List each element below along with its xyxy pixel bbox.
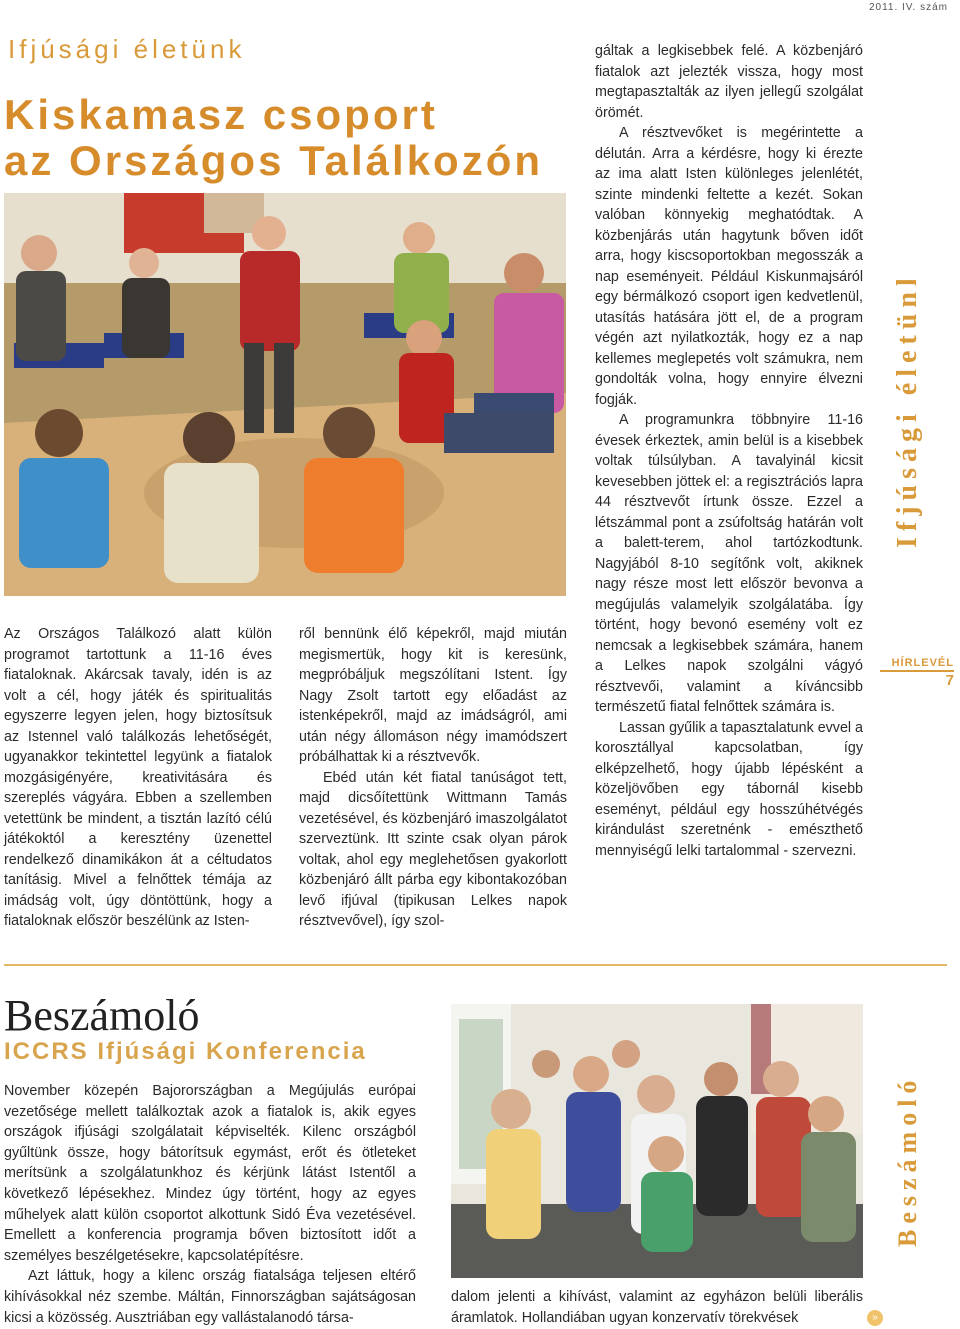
report-column-2 — [451, 1287, 863, 1328]
article-column-1 — [4, 624, 272, 932]
sidebar-vertical-rubric-text: Ifjúsági életünk — [892, 280, 923, 548]
issue-label: 2011. IV. szám — [868, 2, 948, 13]
sidebar-vertical-report — [876, 1075, 936, 1250]
article-title — [4, 92, 564, 184]
article-paragraph: Lassan gyűlik a tapasztalatunk evvel a korosztállyal kapcsolatban, így elképzelhető, hogy újabb lépésként a közeljövőben egy tábornál kisebb eseményt, például egy hosszúhétvégés kirándulást szeretnénk - emészthető mennyiségű lelki tartalommal - szervezni. — [595, 719, 863, 859]
article-title-line-1: Kiskamasz csoport — [4, 91, 438, 138]
report-subtitle: ICCRS Ifjúsági Konferencia — [4, 1038, 367, 1065]
article-paragraph: gáltak a legkisebbek felé. A közbenjáró fiatalok azt jelezték vissza, hogy most megtapasztalták az ilyen jellegű szolgálat örömét. — [595, 43, 863, 121]
arrow-right-icon[interactable]: » — [867, 1310, 883, 1326]
report-paragraph: Azt láttuk, hogy a kilenc ország fiatalsága teljesen eltérő kihívásokkal néz szembe. Máltán, Finnországban sajátságosan kicsi a közösség. Ausztriában egy vallástalanodó társa- — [4, 1268, 416, 1326]
article-column-2 — [299, 624, 567, 932]
newsletter-badge — [880, 657, 954, 689]
article-paragraph: Az Országos Találkozó alatt külön programot tartottunk a 11-16 éves fiataloknak. Akárcsak tavaly, idén is az volt a cél, hogy játék és spiritualitás egyszerre legyen jelen, hogy biztosítsuk az Istennel való találkozás lehetőségét, ugyanakkor tekintettel legyünk a fiatalok mozgásigényére, kreativitására és szereplés vágyára. Ebben a szellemben vetettünk be mindent, a tisztán lazító célú játékoktól a keresztény üzenettel rendelkező dinamikákon át a céltudatos tanításig. Mivel a felnőttek témája az imádság volt, úgy döntöttünk, hogy a fiataloknak először beszélünk az Isten- — [4, 626, 272, 929]
sidebar-vertical-rubric — [876, 280, 936, 550]
article-column-3 — [595, 41, 863, 861]
newsletter-label: HÍRLEVÉL — [880, 657, 954, 672]
article-title-line-2: az Országos Találkozón — [4, 137, 544, 184]
article-paragraph: Ebéd után két fiatal tanúságot tett, majd dicsőítettünk Wittmann Tamás vezetésével, és közbenjáró imaszolgálatot szerveztünk. Itt szinte csak olyan párok voltak, ahol egy meglehetősen gyakorlott közbenjáró állt párba egy kibontakozóban levő ifjúval (tipikusan Lelkes napok résztvevővel), így szol- — [299, 769, 567, 929]
sidebar-vertical-report-text: Beszámoló — [893, 1075, 922, 1247]
report-paragraph: dalom jelenti a kihívást, valamint az egyházon belüli liberális áramlatok. Hollandiában ugyan konzervatív törekvések — [451, 1289, 863, 1326]
page-number: 7 — [945, 672, 954, 689]
article-paragraph: ről bennünk élő képekről, majd miután megismertük, hogy kit is keresünk, megpróbáljuk megszólítani Istent. Így Nagy Zsolt tartott egy előadást az istenképekről, majd az imádságról, ami után négy állomáson négy imamódszert próbálhattak ki a résztvevők. — [299, 626, 567, 765]
conference-group-photo — [451, 1004, 863, 1278]
report-title: Beszámoló — [4, 991, 200, 1040]
article-paragraph: A résztvevőket is megérintette a délután. Arra a kérdésre, hogy ki érezte az ima alatt Isten különleges jelenlétét, szinte mindenki feltette a kezét. Sokan valóban könnyekig meghatódtak. A közbenjárás után hagytunk bőven időt arra, hogy kiscsoportokban megosszák a nap eseményeit. Például Kiskunmajsáról egy bérmálkozó csoport igen kedvetlenül, utasítás hatására jött el, de a program végén azt nyilatkozták, hogy ez a nap kellemes meglepetés volt számukra, nem gondolták volna, hogy ennyire élvezni fogják. — [595, 125, 863, 408]
section-divider — [4, 964, 947, 966]
report-paragraph: November közepén Bajorországban a Megújulás európai vezetősége mellett találkoztak azok a fiatalok is, akik egyes országok ifjúsági szolgálatait képviselték. Kilenc országból gyűltünk össze, hogy bátorítsuk egymást, erőt és ötleteket merítsünk a szolgálatunkhoz és kérjünk látást Istentől a következő lépésekhez. Mindez úgy történt, hogy az egyes műhelyek alatt külön csoportot alkottunk Sidó Éva vezetésével. Emellett a konferencia programja bőven biztosított időt a személyes beszélgetésekre, kapcsolatépítésre. — [4, 1083, 416, 1264]
article-paragraph: A programunkra többnyire 11-16 évesek érkeztek, amin belül is a kisebbek voltak túlsúlyban. A tavalyinál kicsit kevesebben jöttek el: a regisztrációs lapra 44 résztvevőt írtunk össze. Ezzel a létszámmal pont a zsúfoltság határán volt a balett-terem, ahol tartózkodtunk. Nagyjából 8-10 segítőnk volt, akiknek nagy része most lett először bevonva a megújulás valamelyik szolgálatába. Így történt, hogy bevonó esemény volt ez nemcsak a legkisebbek számára, hanem a Lelkes napok szolgálni vágyó résztvevői, valamint a kíváncsibb természetű fiatal felnőttek számára is. — [595, 412, 863, 715]
report-column-1 — [4, 1081, 416, 1328]
group-circle-photo — [4, 193, 566, 596]
section-rubric: Ifjúsági életünk — [8, 34, 246, 64]
